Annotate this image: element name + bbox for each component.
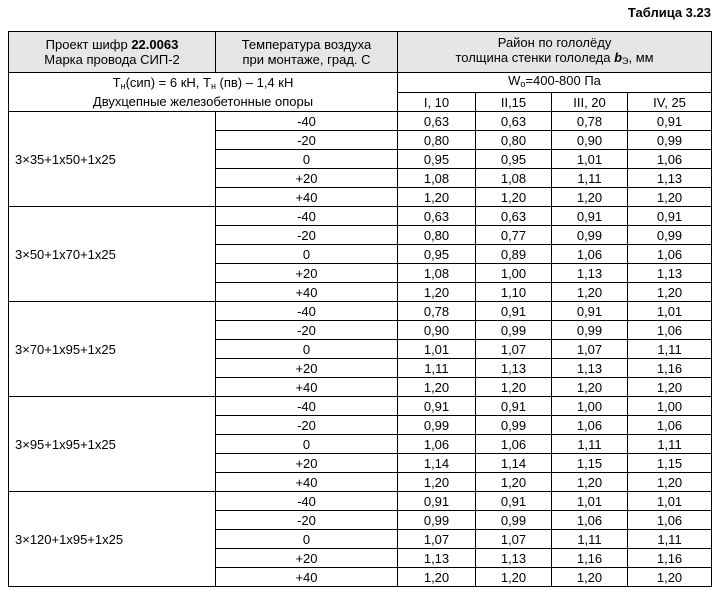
value-cell: 1,20 (398, 283, 476, 302)
value-cell: 1,01 (552, 492, 628, 511)
value-cell: 1,06 (628, 416, 712, 435)
tension-pv-value: (пв) – 1,4 кН (215, 75, 294, 90)
table-row (9, 492, 712, 511)
value-cell: 1,20 (476, 568, 552, 587)
value-cell: 1,15 (552, 454, 628, 473)
region-header-cell (398, 32, 712, 73)
temp-header-line2: при монтаже, град. С (242, 52, 371, 67)
value-cell: 1,06 (398, 435, 476, 454)
temperature-cell: -40 (216, 492, 398, 511)
value-cell: 0,95 (476, 150, 552, 169)
value-cell: 0,99 (552, 226, 628, 245)
value-cell: 1,20 (476, 188, 552, 207)
value-cell: 0,80 (398, 226, 476, 245)
value-cell: 1,11 (628, 435, 712, 454)
value-cell: 0,91 (398, 492, 476, 511)
tension-sip-value: (сип) = 6 кН, T (125, 75, 211, 90)
project-header-cell (9, 32, 216, 73)
value-cell: 0,63 (398, 207, 476, 226)
value-cell: 1,20 (628, 283, 712, 302)
value-cell: 1,07 (476, 530, 552, 549)
value-cell: 1,11 (552, 169, 628, 188)
region-unit: , мм (628, 50, 654, 65)
temperature-cell: -20 (216, 416, 398, 435)
value-cell: 1,20 (628, 188, 712, 207)
temperature-cell: +40 (216, 188, 398, 207)
value-cell: 1,06 (628, 150, 712, 169)
value-cell: 1,06 (628, 245, 712, 264)
value-cell: 1,13 (552, 359, 628, 378)
wind-sub: о (520, 79, 526, 89)
value-cell: 1,20 (552, 188, 628, 207)
temperature-cell: 0 (216, 245, 398, 264)
value-cell: 1,20 (476, 378, 552, 397)
value-cell: 0,99 (398, 511, 476, 530)
value-cell: 1,20 (398, 568, 476, 587)
value-cell: 1,11 (552, 435, 628, 454)
value-cell: 0,99 (476, 321, 552, 340)
value-cell: 0,91 (628, 112, 712, 131)
value-cell: 1,20 (552, 283, 628, 302)
temperature-cell: -20 (216, 511, 398, 530)
value-cell: 1,06 (552, 245, 628, 264)
value-cell: 1,01 (628, 492, 712, 511)
temperature-cell: +40 (216, 283, 398, 302)
tension-sip-label: T (112, 75, 121, 90)
temperature-cell: -40 (216, 112, 398, 131)
value-cell: 1,00 (552, 397, 628, 416)
value-cell: 1,11 (398, 359, 476, 378)
temperature-cell: -20 (216, 226, 398, 245)
value-cell: 1,08 (476, 169, 552, 188)
temperature-cell: +20 (216, 359, 398, 378)
region-header-line1: Район по гололёду (497, 35, 612, 50)
value-cell: 0,99 (476, 511, 552, 530)
region-symbol: b (614, 50, 623, 65)
value-cell: 1,20 (398, 188, 476, 207)
value-cell: 1,20 (552, 568, 628, 587)
value-cell: 1,13 (552, 264, 628, 283)
value-cell: 0,95 (398, 245, 476, 264)
value-cell: 1,08 (398, 264, 476, 283)
temp-header-line1: Температура воздуха (241, 37, 372, 52)
value-cell: 1,00 (628, 397, 712, 416)
table-row (9, 207, 712, 226)
region-col-2: II,15 (476, 93, 552, 112)
temperature-cell: -20 (216, 321, 398, 340)
value-cell: 1,20 (398, 378, 476, 397)
value-cell: 0,91 (552, 207, 628, 226)
value-cell: 1,20 (552, 378, 628, 397)
value-cell: 1,01 (552, 150, 628, 169)
wire-cell: 3×95+1х95+1х25 (9, 397, 216, 492)
region-header-line2: толщина стенки гололеда (455, 50, 615, 65)
value-cell: 0,91 (552, 302, 628, 321)
value-cell: 1,20 (628, 568, 712, 587)
value-cell: 1,13 (398, 549, 476, 568)
value-cell: 1,06 (552, 511, 628, 530)
value-cell: 1,06 (628, 321, 712, 340)
wind-label: W (508, 73, 521, 88)
project-prefix: Проект шифр (45, 37, 132, 52)
value-cell: 1,16 (628, 359, 712, 378)
value-cell: 1,20 (552, 473, 628, 492)
temperature-cell: +40 (216, 568, 398, 587)
value-cell: 1,07 (398, 530, 476, 549)
wind-value: =400-800 Па (525, 73, 601, 88)
value-cell: 0,90 (398, 321, 476, 340)
value-cell: 0,77 (476, 226, 552, 245)
wire-cell: 3×70+1х95+1х25 (9, 302, 216, 397)
table-row (9, 397, 712, 416)
value-cell: 1,13 (476, 359, 552, 378)
temperature-cell: 0 (216, 340, 398, 359)
value-cell: 1,20 (628, 378, 712, 397)
table-caption: Таблица 3.23 (627, 5, 711, 20)
region-col-1: I, 10 (398, 93, 476, 112)
value-cell: 0,91 (476, 492, 552, 511)
value-cell: 1,16 (552, 549, 628, 568)
value-cell: 0,63 (476, 207, 552, 226)
value-cell: 1,01 (398, 340, 476, 359)
region-col-4: IV, 25 (628, 93, 712, 112)
value-cell: 1,20 (476, 473, 552, 492)
value-cell: 1,06 (628, 511, 712, 530)
temperature-cell: -40 (216, 207, 398, 226)
table-row (9, 112, 712, 131)
value-cell: 1,11 (552, 530, 628, 549)
value-cell: 1,06 (552, 416, 628, 435)
value-cell: 0,91 (476, 397, 552, 416)
header-row (9, 32, 712, 73)
region-col-3: III, 20 (552, 93, 628, 112)
value-cell: 0,99 (628, 226, 712, 245)
ice-load-table (8, 31, 712, 587)
value-cell: 1,14 (476, 454, 552, 473)
conditions-cell (9, 73, 398, 112)
value-cell: 1,16 (628, 549, 712, 568)
value-cell: 1,13 (476, 549, 552, 568)
wire-cell: 3×35+1х50+1х25 (9, 112, 216, 207)
region-symbol-sub: Э (622, 56, 629, 66)
temperature-header-cell (216, 32, 398, 73)
temperature-cell: -40 (216, 302, 398, 321)
value-cell: 0,99 (628, 131, 712, 150)
value-cell: 1,06 (476, 435, 552, 454)
wire-cell: 3×50+1х70+1х25 (9, 207, 216, 302)
tension-sip-sub: н (120, 81, 126, 91)
value-cell: 1,00 (476, 264, 552, 283)
temperature-cell: 0 (216, 530, 398, 549)
value-cell: 1,20 (398, 473, 476, 492)
temperature-cell: +40 (216, 378, 398, 397)
value-cell: 0,91 (628, 207, 712, 226)
value-cell: 0,95 (398, 150, 476, 169)
temperature-cell: +20 (216, 264, 398, 283)
wire-brand: Марка провода СИП-2 (44, 52, 180, 67)
temperature-cell: 0 (216, 150, 398, 169)
value-cell: 0,99 (552, 321, 628, 340)
value-cell: 1,07 (476, 340, 552, 359)
temperature-cell: +40 (216, 473, 398, 492)
temperature-cell: 0 (216, 435, 398, 454)
supports-type: Двухцепные железобетонные опоры (92, 94, 314, 109)
value-cell: 1,13 (628, 169, 712, 188)
wind-pressure-cell (398, 73, 712, 93)
temperature-cell: -20 (216, 131, 398, 150)
project-code: 22.0063 (131, 37, 179, 52)
temperature-cell: +20 (216, 549, 398, 568)
value-cell: 0,99 (476, 416, 552, 435)
value-cell: 1,10 (476, 283, 552, 302)
value-cell: 0,89 (476, 245, 552, 264)
temperature-cell: -40 (216, 397, 398, 416)
value-cell: 0,63 (398, 112, 476, 131)
subheader-row-1 (9, 73, 712, 93)
value-cell: 1,14 (398, 454, 476, 473)
value-cell: 1,08 (398, 169, 476, 188)
value-cell: 1,07 (552, 340, 628, 359)
value-cell: 0,99 (398, 416, 476, 435)
value-cell: 0,80 (398, 131, 476, 150)
value-cell: 0,91 (476, 302, 552, 321)
value-cell: 1,13 (628, 264, 712, 283)
value-cell: 1,20 (628, 473, 712, 492)
table-row (9, 302, 712, 321)
value-cell: 1,11 (628, 530, 712, 549)
value-cell: 0,78 (398, 302, 476, 321)
value-cell: 0,90 (552, 131, 628, 150)
value-cell: 1,11 (628, 340, 712, 359)
value-cell: 0,91 (398, 397, 476, 416)
wire-cell: 3×120+1х95+1х25 (9, 492, 216, 587)
temperature-cell: +20 (216, 169, 398, 188)
tension-pv-sub: н (210, 81, 216, 91)
value-cell: 0,63 (476, 112, 552, 131)
value-cell: 1,01 (628, 302, 712, 321)
value-cell: 1,15 (628, 454, 712, 473)
temperature-cell: +20 (216, 454, 398, 473)
value-cell: 0,80 (476, 131, 552, 150)
value-cell: 0,78 (552, 112, 628, 131)
